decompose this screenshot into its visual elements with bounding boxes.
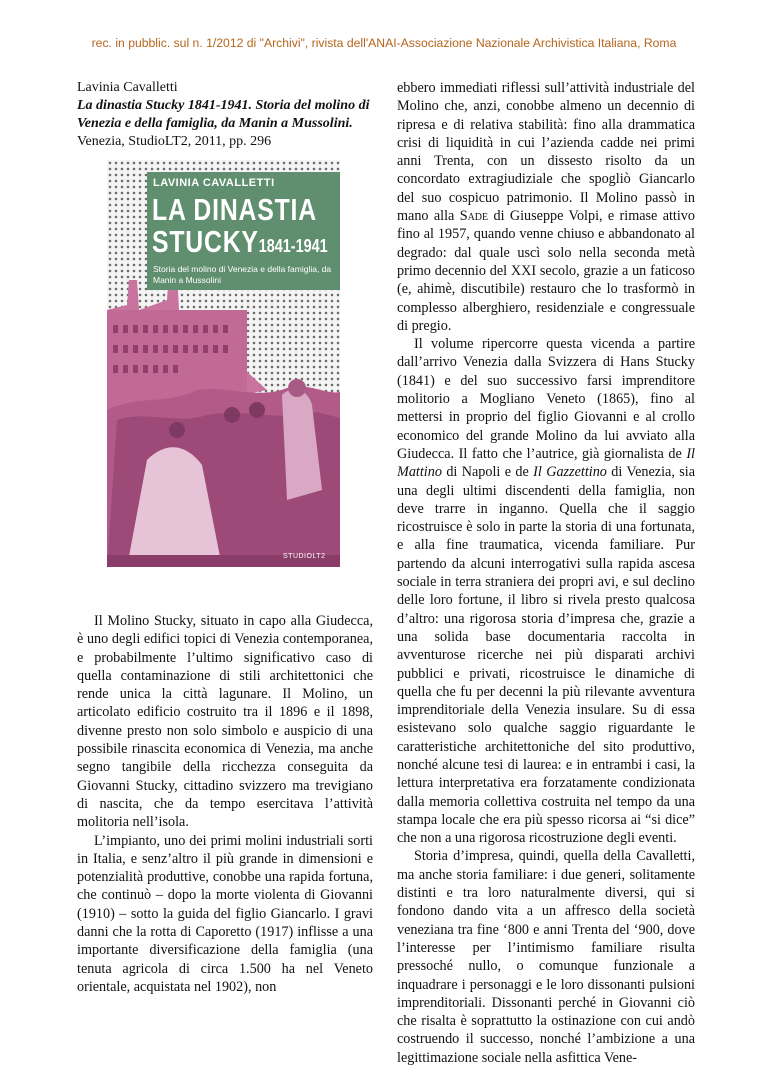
right-column-text [397,79,695,1067]
book-cover-image [107,160,340,567]
text-run-italic: Il Gazzettino [533,464,607,481]
right-paragraph-1 [397,79,695,335]
left-paragraph: Il Molino Stucky, situato in capo alla Giudecca, è uno degli edifici topici di Venezia contemporanea, e probabilmente l’ultimo significativo caso di quella contaminazione di stili architettonici che rende unica la città lagunare. Il Molino, un articolato edificio costruito tra il 1896 e il 1898, divenne presto non solo simbolo e auspicio di una possibile rinascita economica di Venezia, ma anche segno tangibile della ricchezza conseguita da Giovanni Stucky, cittadino svizzero ma trevigiano di nascita, che da tempo esercitava l’attività molitoria nell’isola. [77,613,373,831]
text-run-smallcaps: Sade [459,208,489,225]
review-metadata [77,79,377,151]
text-run: di Giuseppe Volpi, e rimase attivo fino al 1957, quando venne chiuso e abbandonato al degrado: dal quale uscì solo nella seconda metà primo decennio del XXI secolo, grazie a un faticoso (e, ahimè, discutibile) restauro che lo trasformò in complesso alberghiero, residenziale e congressuale di pregio. [397,208,695,334]
cover-title-line2 [152,224,328,260]
text-run: Il volume ripercorre questa vicenda a partire dall’arrivo Venezia dalla Svizzera di Hans Stucky (1841) e del suo successivo farsi imprenditore molitorio a Mogliano Veneto (1865), fino al mettersi in proprio del figlio Giovanni e al crollo economico del grande Molino da lui avviato alla Giudecca. Il fatto che l’autrice, già giornalista de [397,336,695,462]
cover-publisher-logo: STUDIOLT2 [283,553,326,560]
cover-title-line1: LA DINASTIA [152,192,317,227]
text-run: ebbero immediati riflessi sull’attività industriale del Molino che, anzi, conobbe almeno un decennio di ripresa e di relativa stabilità: fino alla drammatica crisi di liquidità in cui l’azienda cadde nei primi anni Trenta, con un dissesto risolto da un concordato extragiudiziale che spogliò Giancarlo del suo cospicuo patrimonio. Il Molino passò in mano alla [397,80,695,225]
right-paragraph-3: Storia d’impresa, quindi, quella della Cavalletti, ma anche storia familiare: i due generi, solitamente distinti e tra loro naturalmente diversi, qui si fondono dando vita a un affresco della società veneziana tra fine ‘800 e anni Trenta del ‘900, dove l’interesse per l’intimismo familiare risulta pressoché nullo, o comunque funzionale a inquadrare i personaggi e le loro dissonanti pulsioni imprenditoriali. Dissonanti perché in Giovanni ciò che risalta è soprattutto la ostinazione con cui andò costruendo il successo, nonché l’ambizione a una legittimazione sociale nella asfittica Vene- [397,848,695,1066]
right-paragraph-2 [397,335,695,847]
cover-years: 1841-1941 [258,236,328,256]
left-paragraph: L’impianto, uno dei primi molini industriali sorti in Italia, e senz’altro il più grande in dimensioni e potenzialità produttive, conobbe una rapida fortuna, che continuò – dopo la morte violenta di Giovanni (1910) – sotto la guida del figlio Giancarlo. I gravi danni che la rotta di Caporetto (1917) inflisse a una importante diversificazione della famiglia (una tenuta agricola di circa 1.500 ha nel Veneto orientale, acquistata nel 1902), non [77,832,373,995]
cover-title-band [147,172,340,290]
page-header: rec. in pubblic. sul n. 1/2012 di "Archivi", rivista dell'ANAI-Associazione Nazionale Archivistica Italiana, Roma [91,36,677,50]
cover-subtitle: Storia del molino di Venezia e della famiglia, da Manin a Mussolini [153,264,332,285]
review-book-title: La dinastia Stucky 1841-1941. Storia del molino di Venezia e della famiglia, da Manin a Mussolini. [77,98,370,131]
left-column-text [77,612,373,996]
cover-author: LAVINIA CAVALLETTI [153,177,275,189]
text-run-italic: Il Mattino [397,445,695,481]
text-run: di Venezia, sia una degli ultimi discendenti della famiglia, non deve trarre in inganno. Quella che il saggio ricostruisce è solo in parte la storia di una fortunata, e alla fine traumatica, vicenda familiare. Pur partendo da alcuni interrogativi sulla rapida ascesa sociale in terra straniera dei propri avi, e sul declino delle loro fortune, il libro si rivela presto qualcosa d’altro: una rigorosa storia d’impresa che, grazie a una solida base documentaria raccolta in avventurose ricerche nei più disparati archivi pubblici e privati, ricostruisce le dinamiche di quella che fu per decenni la più rilevante avventura imprenditoriale della Venezia insulare. Su di essa esistevano solo qualche saggio riguardante le caratteristiche architettoniche del sito produttivo, nonché alcune tesi di laurea: e in entrambi i casi, la lettura interpretativa era forzatamente condizionata dalla memoria collettiva costruita nel tempo da una stampa locale che era più spesso ricorsa ai “si dice” che non a una rigorosa ricostruzione degli eventi. [397,464,695,847]
review-publication: Venezia, StudioLT2, 2011, pp. 296 [77,134,272,149]
cover-title-stucky: STUCKY [152,224,259,259]
text-run: di Napoli e de [441,464,534,481]
review-author: Lavinia Cavalletti [77,80,178,95]
